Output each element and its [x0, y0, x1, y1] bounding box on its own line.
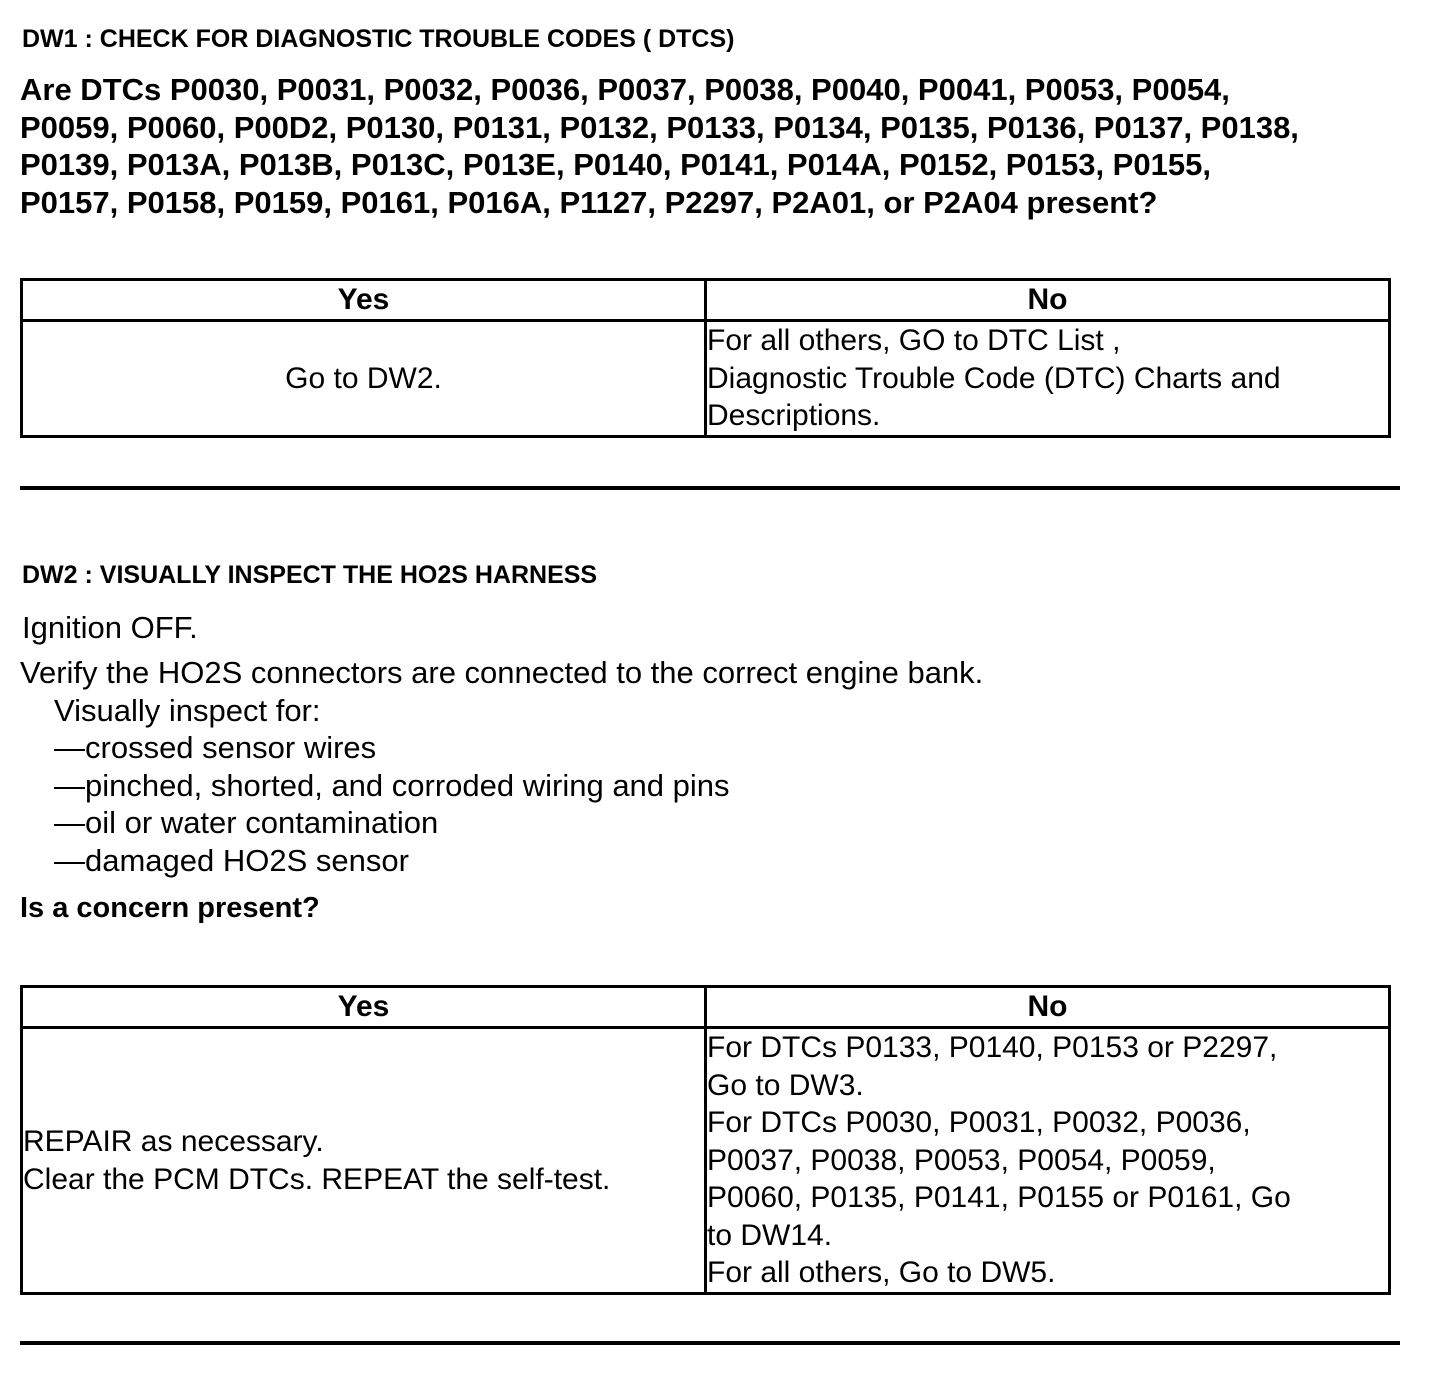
dw1-no-line-2: Diagnostic Trouble Code (DTC) Charts and: [707, 361, 1281, 395]
dw2-no-header: No: [706, 987, 1390, 1028]
dw2-inspect-item: —pinched, shorted, and corroded wiring and pins: [54, 768, 730, 803]
dw2-table-body-row: [22, 1028, 1390, 1294]
dw2-step-ignition: Ignition OFF.: [22, 610, 198, 645]
dw2-no-line-1: For DTCs P0133, P0140, P0153 or P2297,: [707, 1031, 1278, 1065]
dw1-no-line-1: For all others, GO to DTC List ,: [707, 324, 1121, 358]
dw1-question-line-1: Are DTCs P0030, P0031, P0032, P0036, P0037, P0038, P0040, P0041, P0053, P0054,: [20, 72, 1230, 107]
dw2-question: Is a concern present?: [20, 892, 320, 924]
dw1-no-cell: [706, 321, 1390, 437]
dw2-inspect-item: —damaged HO2S sensor: [54, 843, 409, 878]
dw1-question-line-2: P0059, P0060, P00D2, P0130, P0131, P0132, P0133, P0134, P0135, P0136, P0137, P0138,: [20, 109, 1299, 145]
dw1-question-line-4: P0157, P0158, P0159, P0161, P016A, P1127, P2297, P2A01, or P2A04 present?: [20, 184, 1158, 220]
dw2-yes-header: Yes: [22, 987, 706, 1028]
dw1-yes-cell: [22, 321, 706, 437]
dw2-inspect-intro: Visually inspect for:: [54, 693, 321, 728]
dw2-no-line-7: For all others, Go to DW5.: [707, 1256, 1056, 1290]
dw2-step-verify: Verify the HO2S connectors are connected to the correct engine bank.: [20, 655, 984, 690]
dw2-no-line-4: P0037, P0038, P0053, P0054, P0059,: [707, 1143, 1216, 1177]
dw1-question-line-3: P0139, P013A, P013B, P013C, P013E, P0140, P0141, P014A, P0152, P0153, P0155,: [20, 147, 1211, 182]
dw1-answer-table: [20, 278, 1391, 438]
dw2-inspect-item: —crossed sensor wires: [54, 730, 377, 765]
dw1-no-line-3: Descriptions.: [707, 399, 881, 433]
dw1-yes-header: Yes: [22, 280, 706, 321]
dw2-inspect-item: —oil or water contamination: [54, 805, 439, 840]
section-divider-2: [20, 1341, 1400, 1345]
dw2-answer-table: [20, 985, 1391, 1295]
section-divider-1: [20, 486, 1400, 490]
dw2-no-line-6: to DW14.: [707, 1218, 833, 1252]
dw2-yes-line-1: REPAIR as necessary.: [23, 1124, 324, 1158]
dw1-table-header-row: [22, 280, 1390, 321]
dw1-table-body-row: [22, 321, 1390, 437]
dw2-yes-cell: [22, 1028, 706, 1294]
dw1-yes-line-1: Go to DW2.: [285, 362, 442, 395]
dw2-no-line-3: For DTCs P0030, P0031, P0032, P0036,: [707, 1106, 1251, 1140]
dw2-no-line-5: P0060, P0135, P0141, P0155 or P0161, Go: [707, 1181, 1291, 1215]
dw1-question: [20, 71, 1420, 221]
dw2-no-line-2: Go to DW3.: [707, 1068, 864, 1102]
dw2-heading: DW2 : VISUALLY INSPECT THE HO2S HARNESS: [22, 561, 598, 589]
dw2-yes-line-2: Clear the PCM DTCs. REPEAT the self-test.: [23, 1162, 611, 1196]
dw1-heading: DW1 : CHECK FOR DIAGNOSTIC TROUBLE CODES ( DTCS): [22, 25, 735, 53]
dw1-no-header: No: [706, 280, 1390, 321]
dw2-table-header-row: [22, 987, 1390, 1028]
dw2-no-cell: [706, 1028, 1390, 1294]
